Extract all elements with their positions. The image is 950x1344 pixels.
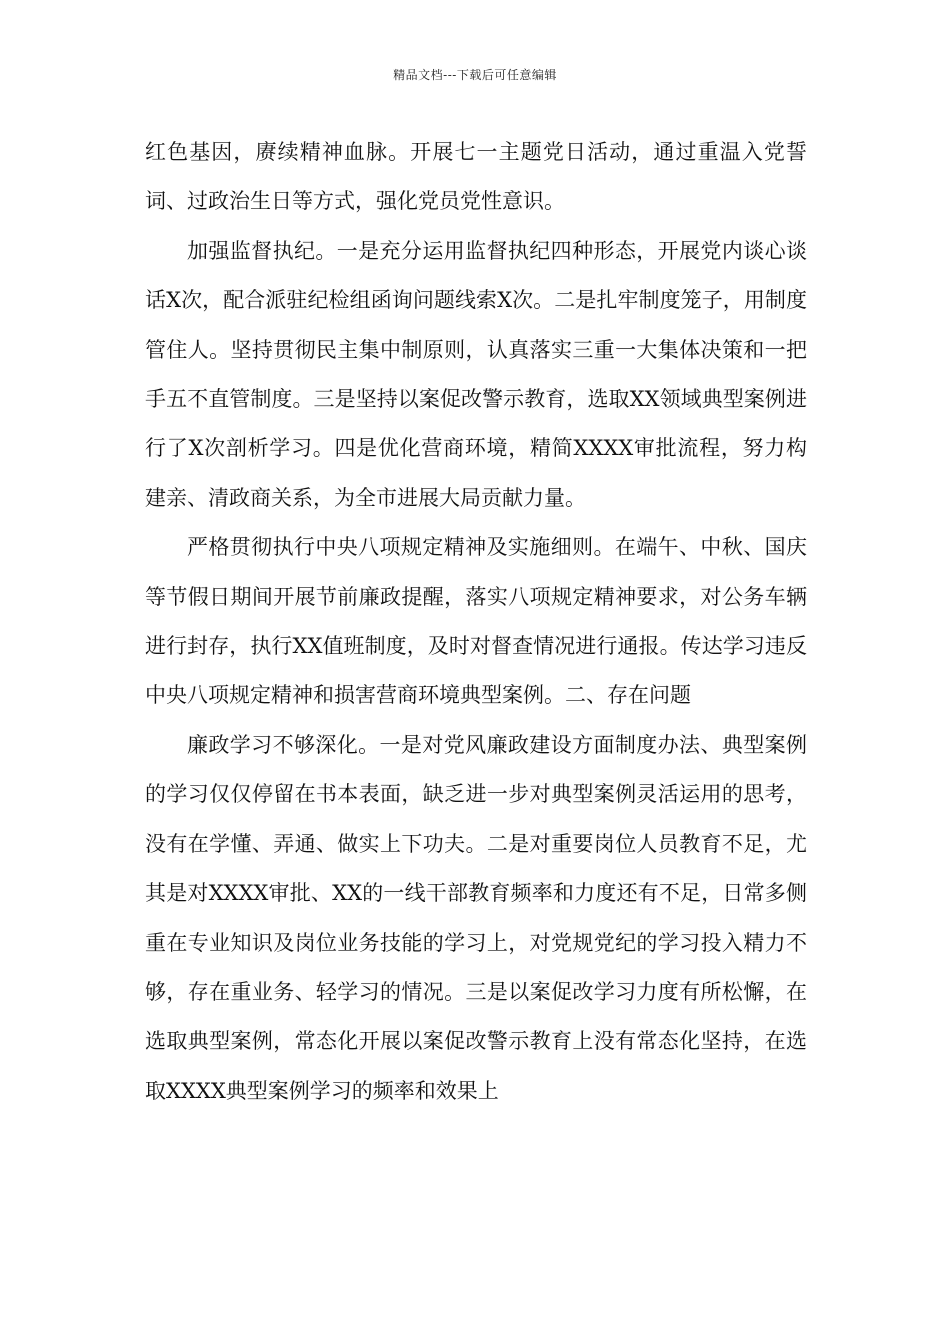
paragraph-integrity-study: 廉政学习不够深化。一是对党风廉政建设方面制度办法、典型案例的学习仅仅停留在书本表面，缺乏进一步对典型案例灵活运用的思考，没有在学懂、弄通、做实上下功夫。二是对重要岗位人员教育不足，尤其是对XXXX审批、XX的一线干部教育频率和力度还有不足，日常多侧重在专业知识及岗位业务技能的学习上，对党规党纪的学习投入精力不够，存在重业务、轻学习的情况。三是以案促改学习力度有所松懈，在选取典型案例，常态化开展以案促改警示教育上没有常态化坚持，在选取XXXX典型案例学习的频率和效果上 bbox=[145, 732, 807, 1103]
page-header: 精品文档---下载后可任意编辑 bbox=[393, 68, 557, 82]
paragraph-red-gene: 红色基因，赓续精神血脉。开展七一主题党日活动，通过重温入党誓词、过政治生日等方式，强化党员党性意识。 bbox=[145, 140, 807, 214]
paragraph-supervision: 加强监督执纪。一是充分运用监督执纪四种形态，开展党内谈心谈话X次，配合派驻纪检组函询问题线索X次。二是扎牢制度笼子，用制度管住人。坚持贯彻民主集中制原则，认真落实三重一大集体决策和一把手五不直管制度。三是坚持以案促改警示教育，选取XX领域典型案例进行了X次剖析学习。四是优化营商环境，精简XXXX审批流程，努力构建亲、清政商关系，为全市进展大局贡献力量。 bbox=[145, 238, 807, 510]
paragraph-eight-regulations: 严格贯彻执行中央八项规定精神及实施细则。在端午、中秋、国庆等节假日期间开展节前廉政提醒，落实八项规定精神要求，对公务车辆进行封存，执行XX值班制度，及时对督查情况进行通报。传达学习违反中央八项规定精神和损害营商环境典型案例。二、存在问题 bbox=[145, 535, 807, 708]
document-body bbox=[145, 128, 807, 1116]
